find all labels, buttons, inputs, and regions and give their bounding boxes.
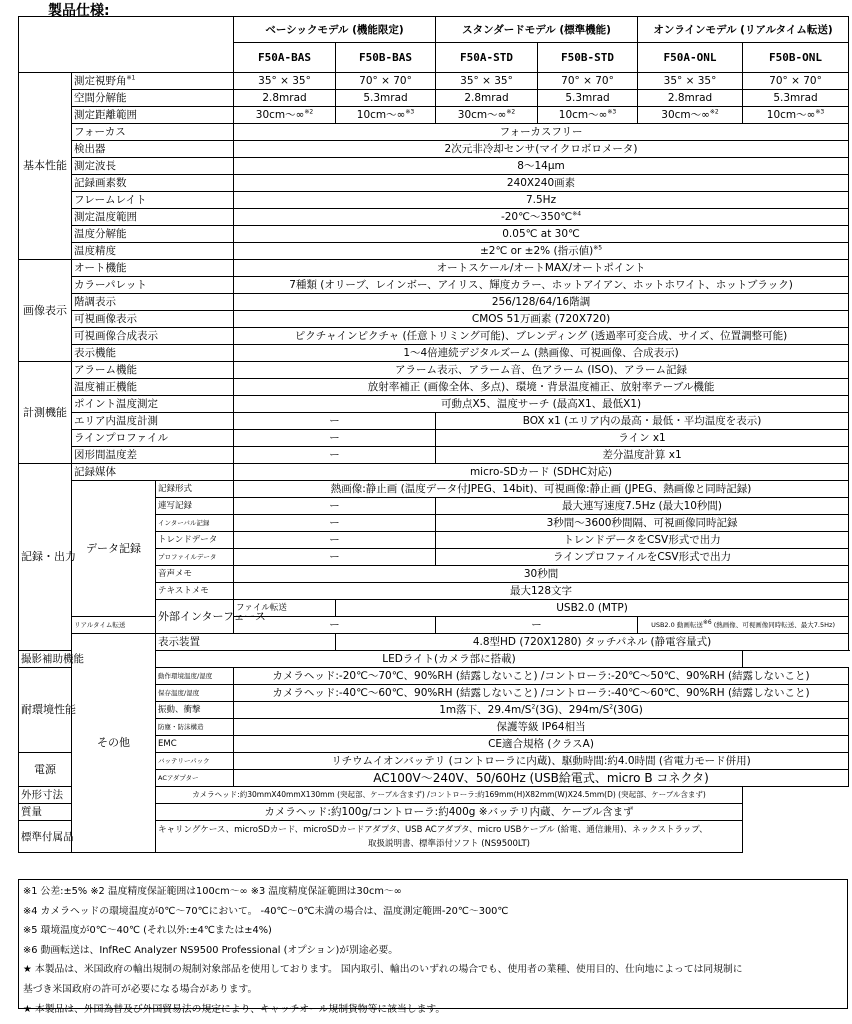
row-label: 外形寸法 — [19, 787, 156, 804]
cell: ー — [234, 515, 436, 532]
cell: 30cm～∞$^{※2}$ — [436, 107, 538, 124]
row-label: テキストメモ — [156, 583, 234, 600]
row-label: 動作環境温度/湿度 — [156, 668, 234, 685]
row-label: 質量 — [19, 804, 156, 821]
row-label: 保存温度/湿度 — [156, 685, 234, 702]
cell: 最大128文字 — [234, 583, 849, 600]
section-measure: 計測機能 — [19, 362, 72, 464]
row-label: 可視画像合成表示 — [72, 328, 234, 345]
row-label: プロファイルデータ — [156, 549, 234, 566]
cell: ー — [436, 617, 638, 634]
row-label: カラーパレット — [72, 277, 234, 294]
cell: 1m落下、$29.4m/S^2(3G)$、$294m/S^2(30G)$ — [234, 702, 849, 719]
cell: CE適合規格 (クラスA) — [234, 736, 849, 753]
cell: 5.3mrad — [336, 90, 436, 107]
row-label: インターバル記録 — [156, 515, 234, 532]
cell: 30秒間 — [234, 566, 849, 583]
row-label: ファイル転送 — [234, 600, 336, 617]
cell: 7種類 (オリーブ、レインボー、アイリス、輝度カラー、ホットアイアン、ホットホワイト、ホットブラック) — [234, 277, 849, 294]
cell: カメラヘッド:約100g/コントローラ:約400g ※バッテリ内蔵、ケーブル含まず — [156, 804, 743, 821]
model-f50b-std: F50B-STD — [538, 43, 638, 73]
row-label: 測定温度範囲 — [72, 209, 234, 226]
cell: トレンドデータをCSV形式で出力 — [436, 532, 849, 549]
model-f50b-onl: F50B-ONL — [743, 43, 849, 73]
row-label: 温度精度 — [72, 243, 234, 260]
cell: 差分温度計算 x1 — [436, 447, 849, 464]
group-basic: ベーシックモデル (機能限定) — [234, 17, 436, 43]
row-label: 温度分解能 — [72, 226, 234, 243]
row-label: ラインプロファイル — [72, 430, 234, 447]
row-label: リアルタイム転送 — [72, 617, 156, 634]
row-label: 表示装置 — [156, 634, 336, 651]
row-label: バッテリーパック — [156, 753, 234, 770]
cell: カメラヘッド:-20℃～70℃、90%RH (結露しないこと) /コントローラ:-20℃～50℃、90%RH (結露しないこと) — [234, 668, 849, 685]
cell: カメラヘッド:約30mmX40mmX130mm (突起部、ケーブル含まず) /コントローラ:約169mm(H)X82mm(W)X24.5mm(D) (突起部、ケーブル含まず) — [156, 787, 743, 804]
footnote: ※5 環境温度が0℃～40℃ (それ以外:±4℃または±4%) — [23, 925, 272, 937]
model-f50a-std: F50A-STD — [436, 43, 538, 73]
spec-table — [18, 16, 849, 853]
cell: 0.05℃ at 30℃ — [234, 226, 849, 243]
row-label: 振動、衝撃 — [156, 702, 234, 719]
cell: 35° × 35° — [234, 73, 336, 90]
cell: 2次元非冷却センサ(マイクロボロメータ) — [234, 141, 849, 158]
cell: LEDライト(カメラ部に搭載) — [156, 651, 743, 668]
cell: 70° × 70° — [538, 73, 638, 90]
cell: 保護等級 IP64相当 — [234, 719, 849, 736]
model-f50b-bas: F50B-BAS — [336, 43, 436, 73]
cell: 最大連写速度7.5Hz (最大10秒間) — [436, 498, 849, 515]
subsection-env: 耐環境性能 — [19, 668, 72, 753]
group-online: オンラインモデル (リアルタイム転送) — [638, 17, 849, 43]
row-label: EMC — [156, 736, 234, 753]
row-label: 測定波長 — [72, 158, 234, 175]
row-label: 記録媒体 — [72, 464, 234, 481]
row-label: ポイント温度測定 — [72, 396, 234, 413]
cell: ー — [234, 447, 436, 464]
cell: アラーム表示、アラーム音、色アラーム (ISO)、アラーム記録 — [234, 362, 849, 379]
cell: 70° × 70° — [336, 73, 436, 90]
row-label: 図形間温度差 — [72, 447, 234, 464]
row-label: 測定視野角$^{※1}$ — [72, 73, 234, 90]
row-label: エリア内温度計測 — [72, 413, 234, 430]
row-label: 表示機能 — [72, 345, 234, 362]
cell: 8～14μm — [234, 158, 849, 175]
cell: リチウムイオンバッテリ (コントローラに内蔵)、駆動時間:約4.0時間 (省電力モード併用) — [234, 753, 849, 770]
cell: 256/128/64/16階調 — [234, 294, 849, 311]
cell: カメラヘッド:-40℃～60℃、90%RH (結露しないこと) /コントローラ:-40℃～60℃、90%RH (結露しないこと) — [234, 685, 849, 702]
row-label: 撮影補助機能 — [19, 651, 156, 668]
row-label: フォーカス — [72, 124, 234, 141]
cell: USB2.0 動画転送$^{※6}$ (熱画像、可視画像同時転送、最大7.5Hz) — [638, 617, 849, 634]
row-label: 記録画素数 — [72, 175, 234, 192]
row-label: 標準付属品 — [19, 821, 156, 853]
row-label: ACアダプター — [156, 770, 234, 787]
cell: フォーカスフリー — [234, 124, 849, 141]
cell: ー — [234, 498, 436, 515]
cell: 3秒間～3600秒間隔、可視画像同時記録 — [436, 515, 849, 532]
row-label: 可視画像表示 — [72, 311, 234, 328]
cell: ー — [234, 413, 436, 430]
cell: micro-SDカード (SDHC対応) — [234, 464, 849, 481]
row-label: 検出器 — [72, 141, 234, 158]
cell: 30cm～∞$^{※2}$ — [638, 107, 743, 124]
row-label: 測定距離範囲 — [72, 107, 234, 124]
group-standard: スタンダードモデル (標準機能) — [436, 17, 638, 43]
row-label: 空間分解能 — [72, 90, 234, 107]
cell: ー — [234, 549, 436, 566]
cell: CMOS 51万画素 (720X720) — [234, 311, 849, 328]
cell: ピクチャインピクチャ (任意トリミング可能)、ブレンディング (透過率可変合成、サイズ、位置調整可能) — [234, 328, 849, 345]
model-f50a-bas: F50A-BAS — [234, 43, 336, 73]
cell: USB2.0 (MTP) — [336, 600, 849, 617]
subsection-ext-interface: 外部インターフェース — [156, 600, 234, 634]
cell: 35° × 35° — [436, 73, 538, 90]
row-label: 防塵・防沫構造 — [156, 719, 234, 736]
section-other: その他 — [72, 634, 156, 853]
cell: ー — [234, 617, 436, 634]
header-blank — [19, 17, 234, 73]
cell: BOX x1 (エリア内の最高・最低・平均温度を表示) — [436, 413, 849, 430]
cell: 2.8mrad — [234, 90, 336, 107]
cell: オートスケール/オートMAX/オートポイント — [234, 260, 849, 277]
footnotes — [18, 879, 848, 1015]
cell: AC100V～240V、50/60Hz (USB給電式、micro B コネクタ) — [234, 770, 849, 787]
cell: キャリングケース、microSDカード、microSDカードアダプタ、USB ACアダプタ、micro USBケーブル (給電、通信兼用)、ネックストラップ、 取扱説明書、標準添付ソフト (NS9500LT) — [156, 821, 743, 853]
cell: 可動点X5、温度サーチ (最高X1、最低X1) — [234, 396, 849, 413]
section-basic: 基本性能 — [19, 73, 72, 260]
cell: 10cm～∞$^{※3}$ — [336, 107, 436, 124]
row-label: フレームレイト — [72, 192, 234, 209]
section-image: 画像表示 — [19, 260, 72, 362]
row-label: トレンドデータ — [156, 532, 234, 549]
cell: 放射率補正 (画像全体、多点)、環境・背景温度補正、放射率テーブル機能 — [234, 379, 849, 396]
row-label: 記録形式 — [156, 481, 234, 498]
cell: ±2℃ or ±2% (指示値)$^{※5}$ — [234, 243, 849, 260]
cell: 240X240画素 — [234, 175, 849, 192]
footnote: 基づき米国政府の許可が必要になる場合があります。 — [23, 983, 258, 995]
footnote: ★ 本製品は、米国政府の輸出規制の規制対象部品を使用しております。 国内取引、輸出のいずれの場合でも、使用者の業種、使用目的、仕向地によっては同規制に — [23, 964, 743, 976]
cell: ラインプロファイルをCSV形式で出力 — [436, 549, 849, 566]
footnote: ★ 本製品は、外国為替及び外国貿易法の規定により、キャッチオール規制貨物等に該当します。 — [23, 1003, 446, 1015]
cell: 35° × 35° — [638, 73, 743, 90]
subsection-data-record: データ記録 — [72, 481, 156, 617]
cell: ー — [234, 430, 436, 447]
section-record: 記録・出力 — [19, 464, 72, 651]
cell: 2.8mrad — [436, 90, 538, 107]
cell: ライン x1 — [436, 430, 849, 447]
cell: 熱画像:静止画 (温度データ付JPEG、14bit)、可視画像:静止画 (JPEG、熱画像と同時記録) — [234, 481, 849, 498]
row-label: アラーム機能 — [72, 362, 234, 379]
cell: 4.8型HD (720X1280) タッチパネル (静電容量式) — [336, 634, 849, 651]
subsection-power: 電源 — [19, 753, 72, 787]
footnote: ※4 カメラヘッドの環境温度が0℃～70℃において。 -40℃～0℃未満の場合は、温度測定範囲-20℃～300℃ — [23, 905, 509, 917]
footnote: ※1 公差:±5% ※2 温度精度保証範囲は100cm～∞ ※3 温度精度保証範囲は30cm～∞ — [23, 886, 402, 897]
cell: ー — [234, 532, 436, 549]
page-title: 製品仕様: — [48, 3, 110, 19]
cell: 2.8mrad — [638, 90, 743, 107]
cell: 5.3mrad — [743, 90, 849, 107]
row-label: 階調表示 — [72, 294, 234, 311]
cell: 10cm～∞$^{※3}$ — [538, 107, 638, 124]
cell: 30cm～∞$^{※2}$ — [234, 107, 336, 124]
cell: 5.3mrad — [538, 90, 638, 107]
row-label: 連写記録 — [156, 498, 234, 515]
footnote: ※6 動画転送は、InfReC Analyzer NS9500 Professional (オプション)が別途必要。 — [23, 944, 399, 956]
cell: 1～4倍連続デジタルズーム (熱画像、可視画像、合成表示) — [234, 345, 849, 362]
row-label: 温度補正機能 — [72, 379, 234, 396]
cell: 7.5Hz — [234, 192, 849, 209]
row-label: オート機能 — [72, 260, 234, 277]
row-label: 音声メモ — [156, 566, 234, 583]
cell: 70° × 70° — [743, 73, 849, 90]
cell: -20℃～350℃$^{※4}$ — [234, 209, 849, 226]
cell: 10cm～∞$^{※3}$ — [743, 107, 849, 124]
model-f50a-onl: F50A-ONL — [638, 43, 743, 73]
